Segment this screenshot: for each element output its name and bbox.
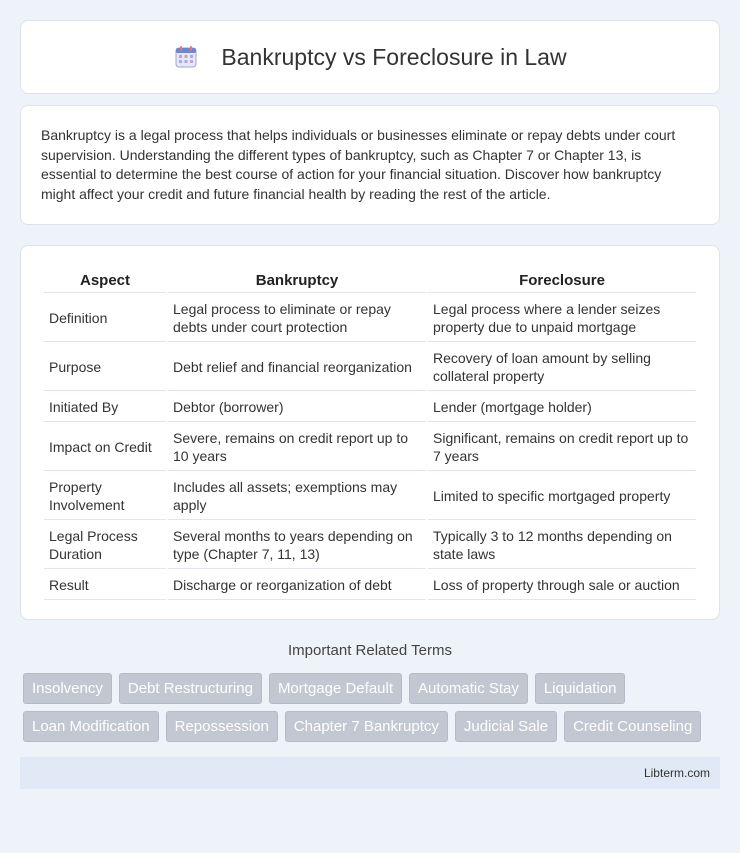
row-foreclosure: Recovery of loan amount by selling collateral property <box>428 344 696 391</box>
tag-mortgage-default[interactable]: Mortgage Default <box>269 673 402 704</box>
footer-brand-link[interactable]: Libterm.com <box>643 766 710 780</box>
page-title: Bankruptcy vs Foreclosure in Law <box>221 43 567 70</box>
row-foreclosure: Limited to specific mortgaged property <box>428 473 696 520</box>
row-bankruptcy: Legal process to eliminate or repay debts under court protection <box>168 295 426 342</box>
row-aspect: Definition <box>44 295 166 342</box>
table-row <box>44 393 696 422</box>
tag-liquidation[interactable]: Liquidation <box>535 673 626 704</box>
page-header <box>20 20 720 94</box>
tag-credit-counseling[interactable]: Credit Counseling <box>564 711 701 742</box>
table-row <box>44 295 696 342</box>
tag-loan-modification[interactable]: Loan Modification <box>23 711 159 742</box>
row-aspect: Property Involvement <box>44 473 166 520</box>
row-foreclosure: Loss of property through sale or auction <box>428 571 696 600</box>
intro-paragraph: Bankruptcy is a legal process that helps individuals or businesses eliminate or repay debts under court supervision. Understanding the different types of bankruptcy, such as Chapter 7 or Chapter 13, is essential to determine the best course of action for your financial situation. Discover how bankruptcy might affect your credit and future financial health by reading the rest of the article. <box>20 105 720 225</box>
related-terms-title: Important Related Terms <box>288 642 452 659</box>
table-row <box>44 344 696 391</box>
calendar-icon <box>173 44 199 70</box>
tag-insolvency[interactable]: Insolvency <box>23 673 112 704</box>
table-row <box>44 522 696 569</box>
column-header-aspect: Aspect <box>44 268 166 293</box>
column-header-bankruptcy: Bankruptcy <box>168 268 426 293</box>
row-bankruptcy: Debtor (borrower) <box>168 393 426 422</box>
row-bankruptcy: Severe, remains on credit report up to 10 years <box>168 424 426 471</box>
table-row <box>44 424 696 471</box>
tag-judicial-sale[interactable]: Judicial Sale <box>455 711 557 742</box>
row-aspect: Purpose <box>44 344 166 391</box>
tag-repossession[interactable]: Repossession <box>166 711 278 742</box>
row-aspect: Initiated By <box>44 393 166 422</box>
comparison-table <box>42 266 698 602</box>
footer <box>20 757 720 789</box>
related-terms-list <box>20 673 720 742</box>
row-foreclosure: Significant, remains on credit report up to 7 years <box>428 424 696 471</box>
row-aspect: Result <box>44 571 166 600</box>
row-bankruptcy: Several months to years depending on type (Chapter 7, 11, 13) <box>168 522 426 569</box>
row-aspect: Legal Process Duration <box>44 522 166 569</box>
comparison-table-card <box>20 245 720 620</box>
tag-chapter-7-bankruptcy[interactable]: Chapter 7 Bankruptcy <box>285 711 448 742</box>
row-foreclosure: Legal process where a lender seizes property due to unpaid mortgage <box>428 295 696 342</box>
row-foreclosure: Typically 3 to 12 months depending on state laws <box>428 522 696 569</box>
row-aspect: Impact on Credit <box>44 424 166 471</box>
row-foreclosure: Lender (mortgage holder) <box>428 393 696 422</box>
table-header-row <box>44 268 696 293</box>
row-bankruptcy: Discharge or reorganization of debt <box>168 571 426 600</box>
column-header-foreclosure: Foreclosure <box>428 268 696 293</box>
row-bankruptcy: Includes all assets; exemptions may apply <box>168 473 426 520</box>
tag-debt-restructuring[interactable]: Debt Restructuring <box>119 673 262 704</box>
row-bankruptcy: Debt relief and financial reorganization <box>168 344 426 391</box>
table-row <box>44 571 696 600</box>
tag-automatic-stay[interactable]: Automatic Stay <box>409 673 528 704</box>
table-row <box>44 473 696 520</box>
